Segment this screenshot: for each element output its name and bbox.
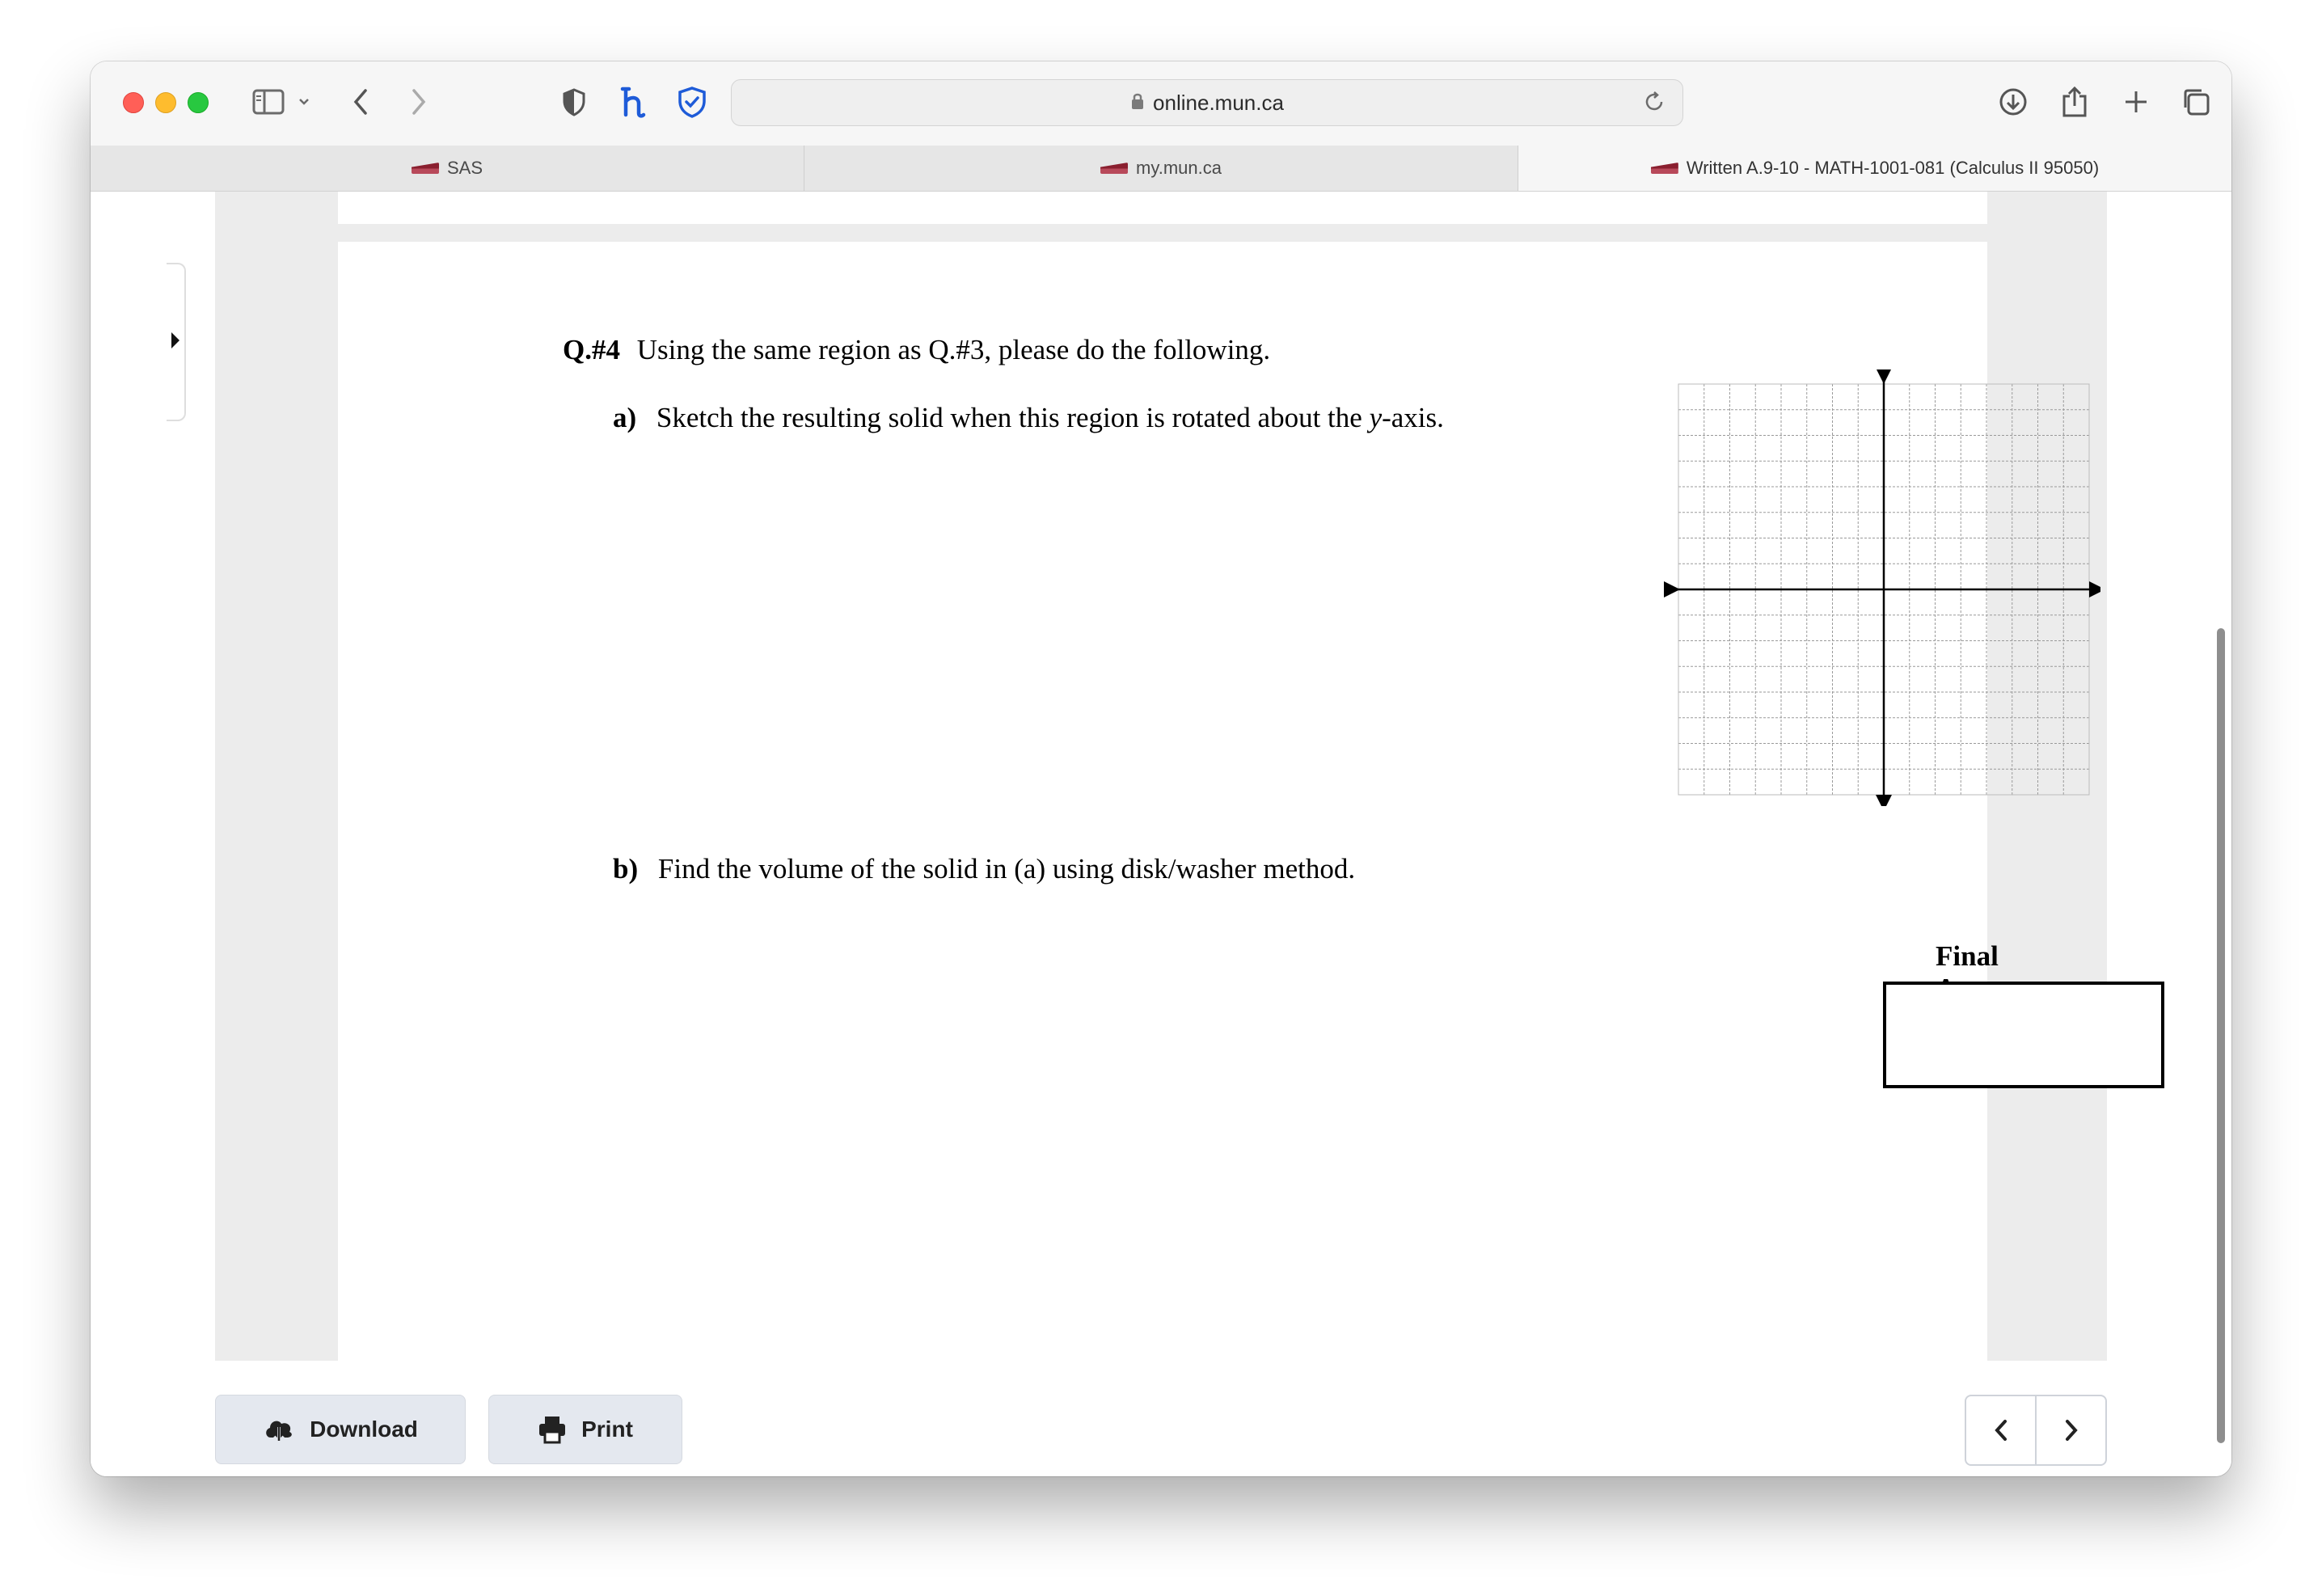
- scrollbar-thumb[interactable]: [2217, 628, 2225, 1443]
- chevron-left-icon: [1993, 1418, 2009, 1442]
- previous-page-button[interactable]: [1966, 1396, 2035, 1464]
- zoom-window-button[interactable]: [188, 92, 209, 113]
- url-text: online.mun.ca: [1153, 90, 1284, 115]
- mun-favicon-icon: [1100, 163, 1128, 174]
- question-heading: [563, 334, 1270, 366]
- shield-check-icon[interactable]: [674, 84, 710, 120]
- reload-icon[interactable]: [1642, 90, 1666, 118]
- part-b: [613, 853, 1355, 885]
- minimize-window-button[interactable]: [155, 92, 176, 113]
- browser-toolbar: [91, 61, 2231, 146]
- sidebar-expand-handle[interactable]: [167, 263, 186, 421]
- tab-bar: [91, 146, 2231, 192]
- page-navigation: [1965, 1395, 2107, 1466]
- question-intro: Using the same region as Q.#3, please do the following.: [636, 334, 1271, 365]
- download-button[interactable]: [215, 1395, 466, 1464]
- chevron-right-icon: [2063, 1418, 2079, 1442]
- browser-window: [91, 61, 2231, 1476]
- tab-label: my.mun.ca: [1136, 158, 1222, 178]
- back-icon[interactable]: [344, 84, 377, 120]
- final-answer-label: Final: [1936, 940, 1999, 972]
- share-icon[interactable]: [2057, 84, 2092, 120]
- part-a-text: [656, 402, 1444, 433]
- privacy-shield-icon[interactable]: [558, 84, 590, 120]
- part-b-label: b): [613, 853, 639, 885]
- downloads-icon[interactable]: [1995, 84, 2031, 120]
- part-a-variable: y: [1369, 402, 1383, 433]
- address-bar[interactable]: [731, 79, 1683, 126]
- cloud-download-icon: [263, 1415, 295, 1444]
- chevron-down-icon[interactable]: [294, 84, 314, 120]
- download-label: Download: [310, 1417, 418, 1442]
- hypothesis-extension-icon[interactable]: [614, 84, 650, 120]
- page-content: [91, 192, 2231, 1476]
- forward-icon[interactable]: [403, 84, 435, 120]
- previous-page-bottom: [338, 192, 1987, 224]
- next-page-button[interactable]: [2035, 1396, 2105, 1464]
- coordinate-grid: [1664, 369, 2100, 806]
- tab-label: SAS: [446, 158, 483, 178]
- print-button[interactable]: [488, 1395, 682, 1464]
- caret-right-icon: [171, 332, 179, 348]
- part-a-text-pre: Sketch the resulting solid when this region is rotated about the: [656, 402, 1370, 433]
- printer-icon: [538, 1415, 567, 1444]
- tab-label: Written A.9-10 - MATH-1001-081 (Calculus II 95050): [1686, 158, 2100, 178]
- tab-sas[interactable]: [91, 146, 804, 191]
- part-a-label: a): [613, 402, 637, 433]
- tab-my-mun[interactable]: [804, 146, 1518, 191]
- part-a: [613, 402, 1444, 434]
- question-number: Q.#4: [563, 334, 620, 365]
- mun-favicon-icon: [412, 163, 439, 174]
- document-page: [338, 242, 1999, 1361]
- tab-overview-icon[interactable]: [2178, 84, 2214, 120]
- part-a-text-post: -axis.: [1382, 402, 1444, 433]
- new-tab-icon[interactable]: [2118, 84, 2154, 120]
- mun-favicon-icon: [1651, 163, 1678, 174]
- sidebar-toggle-icon[interactable]: [249, 84, 288, 120]
- close-window-button[interactable]: [123, 92, 144, 113]
- tab-written-assignment[interactable]: [1518, 146, 2231, 191]
- print-label: Print: [581, 1417, 633, 1442]
- lock-icon: [1130, 91, 1145, 115]
- final-answer-box: [1883, 982, 2164, 1088]
- part-b-text: Find the volume of the solid in (a) using disk/washer method.: [657, 853, 1356, 885]
